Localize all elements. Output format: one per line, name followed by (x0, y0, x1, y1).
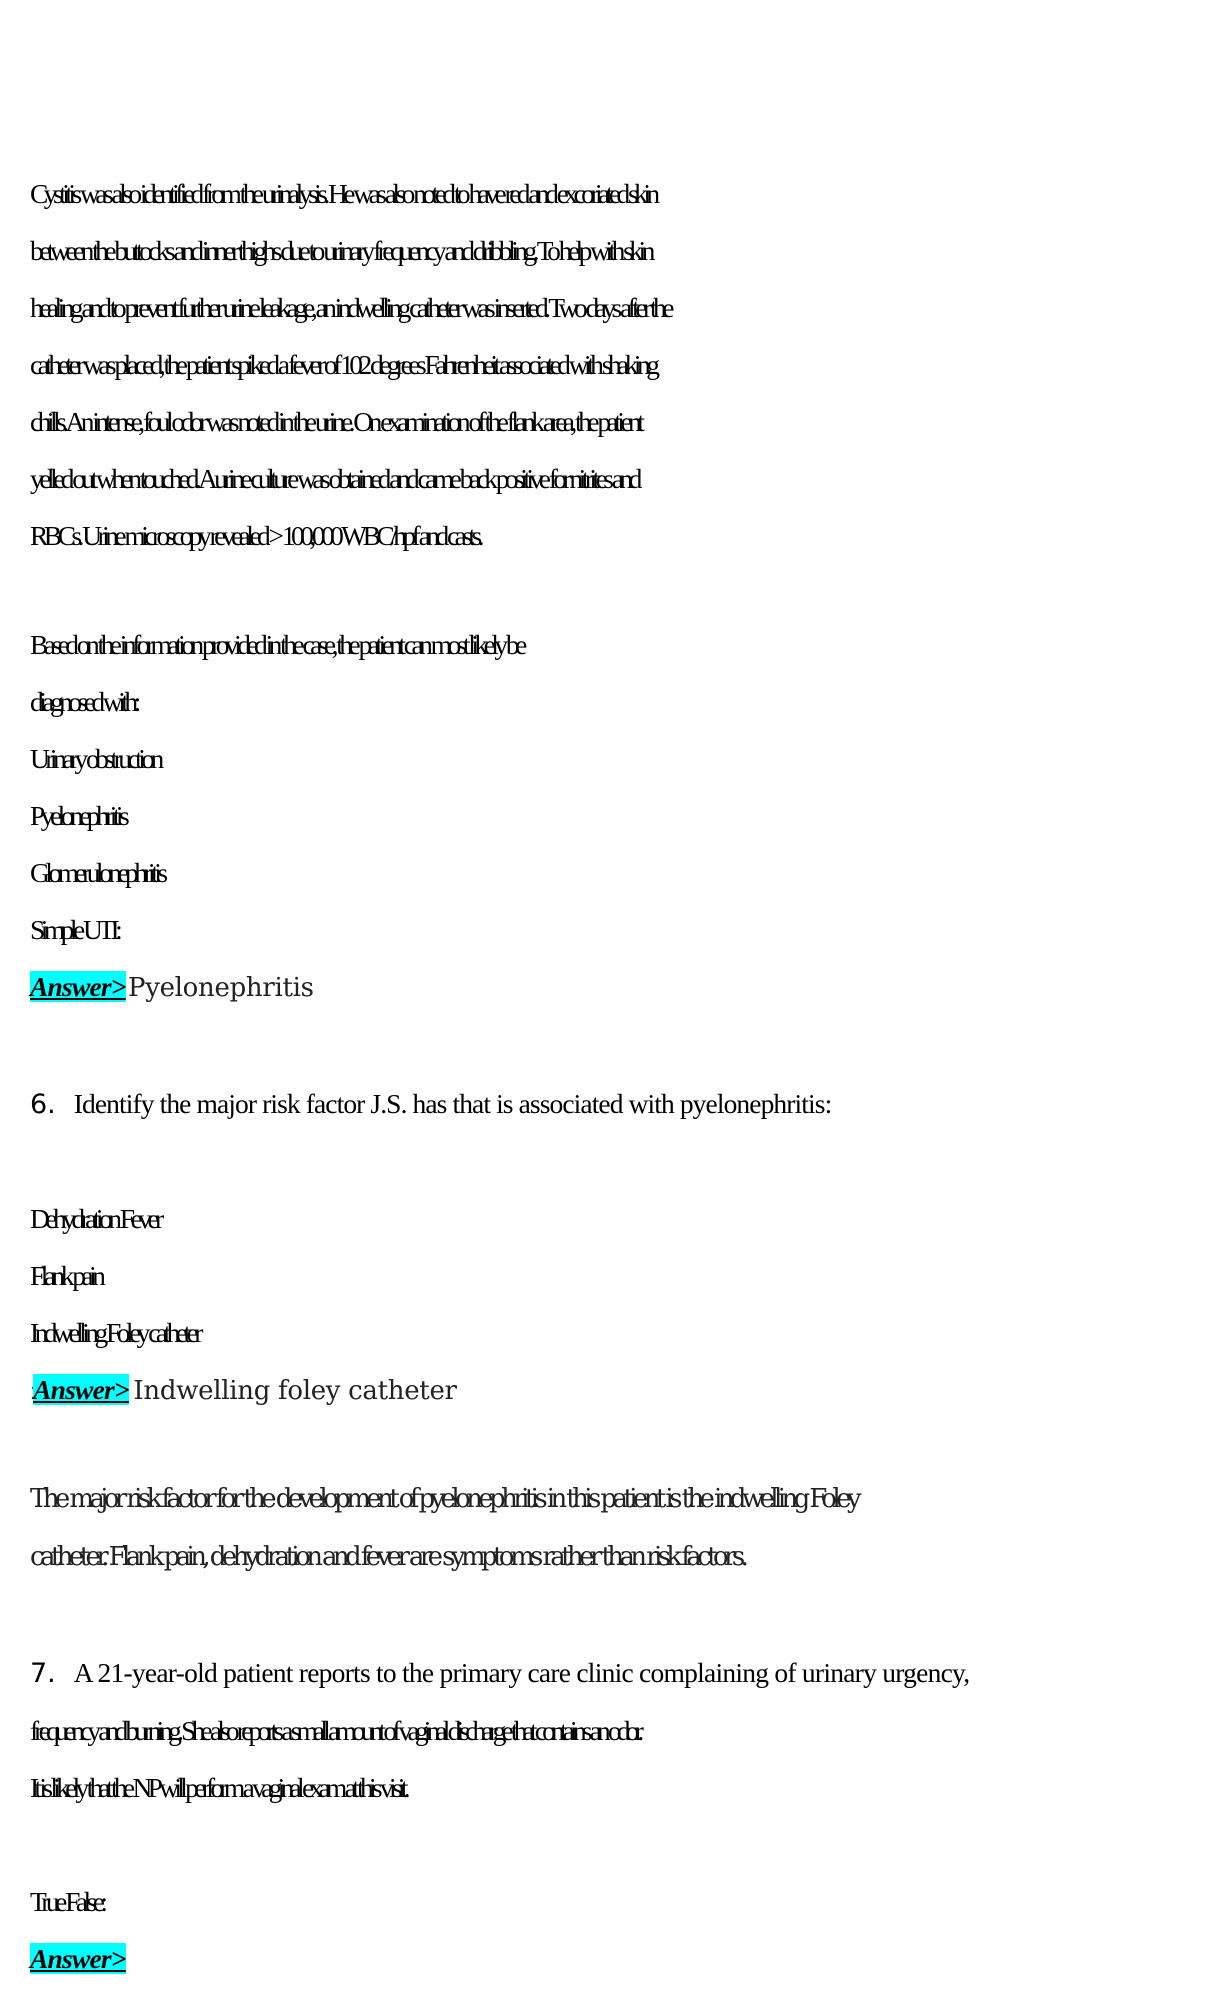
answer-label: Answer> (33, 1374, 129, 1405)
answer-label: Answer> (30, 1943, 126, 1974)
question-stem: Identify the major risk factor J.S. has that is associated with pyelonephritis: (73, 1088, 832, 1119)
case-line: chills. An intense, foul odor was noted in the urine. On examination of the flank area, the patient (30, 406, 641, 437)
answer-text: Pyelonephritis (128, 973, 314, 1003)
question-stem-line (30, 1075, 1200, 1133)
answer-line (30, 1361, 1200, 1420)
question-stem: A 21-year-old patient reports to the primary care clinic complaining of urinary urgency, (73, 1657, 970, 1688)
spacer (30, 564, 1200, 616)
option-item: Glomerulonephritis (30, 857, 164, 888)
case-line: between the buttocks and inner thighs due to urinary frequency and dribbling. To help with skin (30, 235, 651, 266)
question-stem: diagnosed with: (30, 686, 137, 717)
option-item: Flank pain (30, 1260, 102, 1291)
spacer (30, 1017, 1200, 1075)
question-number: 7. (30, 1658, 56, 1689)
case-line: Cystitis was also identified from the urinalysis. He was also noted to have red and excoriated skin (30, 178, 656, 209)
case-line: catheter was placed, the patient spiked a fever of 102 degrees Fahrenheit associated with shaking (30, 349, 656, 380)
answer-line (30, 1930, 1200, 1987)
case-line: yelled out when touched. A urine culture was obtained and came back positive for nitrites and (30, 463, 638, 494)
question-stem-line (30, 1644, 1200, 1702)
blank-line (30, 1133, 1200, 1190)
explanation-paragraph (30, 1470, 1200, 1586)
question-stem-line: It is likely that the NP will perform a vaginal exam at this visit. (30, 1772, 406, 1803)
option-item: Pyelonephritis (30, 800, 126, 831)
blank-line (30, 1816, 1200, 1873)
options-line: True False: (30, 1886, 104, 1917)
case-line: healing and to prevent further urine leakage, an indwelling catheter was inserted. Two days after the (30, 292, 670, 323)
answer-prefix: : (30, 1374, 34, 1405)
option-item: Dehydration Fever (30, 1203, 160, 1234)
case-line: RBCs. Urine microscopy revealed > 100,000 WBC/hpf and casts. (30, 520, 481, 551)
question-5 (30, 616, 1200, 1017)
case-paragraph (30, 165, 1200, 564)
explanation-line: The major risk factor for the development of pyelonephritis in this patient is the indwelling Foley (30, 1484, 857, 1514)
question-7 (30, 1644, 1200, 1987)
explanation-line: catheter. Flank pain, dehydration and fever are symptoms rather than risk factors. (30, 1542, 745, 1572)
option-item: Urinary obstruction (30, 743, 160, 774)
spacer (30, 1586, 1200, 1644)
document-page (30, 165, 1200, 1987)
question-stem: Based on the information provided in the case, the patient can most likely be (30, 629, 523, 660)
option-item: Indwelling Foley catheter (30, 1317, 199, 1348)
question-number: 6. (30, 1089, 56, 1120)
answer-line (30, 958, 1200, 1017)
answer-label: Answer> (30, 971, 126, 1002)
spacer (30, 1420, 1200, 1470)
question-6 (30, 1075, 1200, 1420)
answer-text: Indwelling foley catheter (133, 1376, 457, 1406)
question-stem-line: frequency and burning. She also reports a small amount of vaginal discharge that contains an odor. (30, 1715, 640, 1746)
option-item: Simple UTI: (30, 914, 119, 945)
